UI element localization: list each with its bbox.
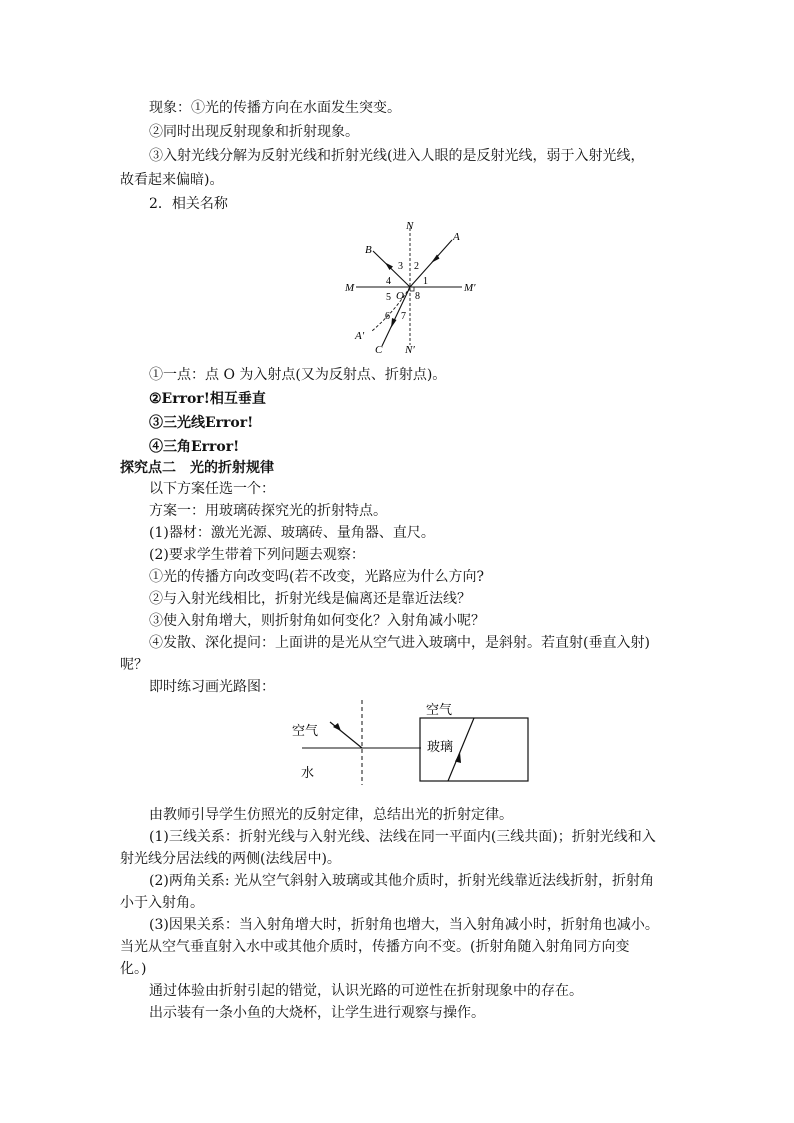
water-label: 水 bbox=[301, 766, 315, 781]
label-B: B bbox=[365, 244, 372, 256]
names-point-3: ③三光线Error! bbox=[149, 415, 254, 431]
incident-arrow-water bbox=[333, 723, 341, 731]
angle-5: 5 bbox=[386, 292, 391, 303]
section2-line-1: 以下方案任选一个： bbox=[149, 481, 275, 497]
angle-6: 6 bbox=[385, 311, 390, 322]
law-line-6: (3)因果关系：当入射角增大时，折射角也增大，当入射角减小时，折射角也减小。 bbox=[149, 917, 659, 933]
label-A-prime: A′ bbox=[355, 330, 365, 342]
air-label-left: 空气 bbox=[292, 724, 319, 739]
angle-2: 2 bbox=[414, 261, 419, 272]
section2-line-4: (2)要求学生带着下列问题去观察： bbox=[149, 547, 365, 563]
extension-dashed bbox=[372, 287, 410, 331]
practice-diagram bbox=[286, 697, 536, 788]
observe-line-1: 现象：①光的传播方向在水面发生突变。 bbox=[149, 100, 401, 116]
section2-line-7: ③使入射角增大，则折射角如何变化？入射角减小呢？ bbox=[149, 613, 485, 629]
law-line-8: 化。) bbox=[120, 961, 147, 977]
law-line-1: 由教师引导学生仿照光的反射定律，总结出光的折射定律。 bbox=[149, 807, 513, 823]
law-line-2: (1)三线关系：折射光线与入射光线、法线在同一平面内(三线共面)；折射光线和入 bbox=[149, 829, 656, 845]
section2-line-10: 即时练习画光路图： bbox=[149, 679, 275, 695]
law-line-10: 出示装有一条小鱼的大烧杯，让学生进行观察与操作。 bbox=[149, 1005, 485, 1021]
observe-line-2: ②同时出现反射现象和折射现象。 bbox=[149, 124, 359, 140]
section2-line-8: ④发散、深化提问：上面讲的是光从空气进入玻璃中，是斜射。若直射(垂直入射) bbox=[149, 635, 650, 651]
law-line-7: 当光从空气垂直射入水中或其他介质时，传播方向不变。(折射角随入射角同方向变 bbox=[120, 939, 630, 955]
section2-line-2: 方案一：用玻璃砖探究光的折射特点。 bbox=[149, 503, 387, 519]
angle-1: 1 bbox=[423, 276, 428, 287]
law-line-3: 射光线分居法线的两侧(法线居中)。 bbox=[120, 851, 341, 867]
law-line-9: 通过体验由折射引起的错觉，认识光路的可逆性在折射现象中的存在。 bbox=[149, 983, 583, 999]
observe-line-4: 故看起来偏暗)。 bbox=[120, 172, 224, 188]
angle-4: 4 bbox=[386, 276, 391, 287]
section-title: 探究点二 光的折射规律 bbox=[120, 460, 274, 476]
angle-8: 8 bbox=[415, 291, 420, 302]
names-point-2: ②Error!相互垂直 bbox=[149, 391, 266, 407]
label-C: C bbox=[375, 344, 383, 356]
refraction-names-diagram bbox=[338, 218, 488, 356]
air-label-right: 空气 bbox=[426, 703, 453, 718]
angle-7: 7 bbox=[401, 311, 406, 322]
label-N-prime: N′ bbox=[405, 344, 415, 356]
reflected-ray bbox=[373, 251, 410, 287]
refracted-arrow bbox=[391, 318, 397, 328]
right-angle-mark bbox=[410, 287, 414, 291]
section2-line-6: ②与入射光线相比，折射光线是偏离还是靠近法线？ bbox=[149, 591, 471, 607]
label-M-prime: M′ bbox=[464, 282, 476, 294]
section2-line-3: (1)器材：激光光源、玻璃砖、量角器、直尺。 bbox=[149, 525, 435, 541]
angle-3: 3 bbox=[398, 261, 403, 272]
law-line-5: 小于入射角。 bbox=[120, 895, 204, 911]
ray-arrow-glass bbox=[455, 752, 461, 763]
observe-line-3: ③入射光线分解为反射光线和折射光线(进入人眼的是反射光线，弱于入射光线， bbox=[149, 148, 645, 164]
section2-line-9: 呢？ bbox=[120, 657, 148, 673]
label-N: N bbox=[406, 220, 414, 232]
names-point-4: ④三角Error! bbox=[149, 439, 240, 455]
names-point-1: ①一点：点 O 为入射点(又为反射点、折射点)。 bbox=[149, 367, 447, 383]
glass-label: 玻璃 bbox=[427, 740, 454, 755]
names-heading: 2．相关名称 bbox=[149, 196, 228, 212]
label-O: O bbox=[396, 290, 404, 302]
law-line-4: (2)两角关系: 光从空气斜射入玻璃或其他介质时，折射光线靠近法线折射，折射角 bbox=[149, 873, 654, 889]
section2-line-5: ①光的传播方向改变吗(若不改变，光路应为什么方向? bbox=[149, 569, 484, 585]
label-M: M bbox=[345, 282, 355, 294]
label-A: A bbox=[453, 231, 460, 243]
